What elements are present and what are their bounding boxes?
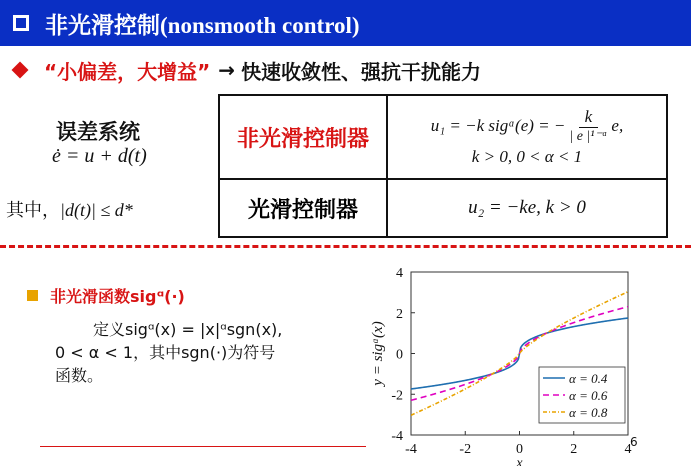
smooth-controller-label: 光滑控制器 [219, 179, 387, 237]
key-benefits: 快速收敛性、强抗干扰能力 [241, 59, 482, 84]
y-tick-label: -2 [391, 388, 403, 404]
y-tick-label: -4 [391, 429, 403, 444]
x-tick-label: -4 [405, 442, 417, 457]
x-axis-label: x [516, 456, 523, 466]
sig-function-chart [368, 262, 668, 466]
x-tick-label: 0 [516, 442, 523, 457]
x-tick-label: -2 [459, 442, 472, 457]
table-row [219, 179, 667, 237]
page-title: 非光滑控制(nonsmooth control) [45, 12, 360, 39]
y-axis-label: y = sigᵅ(x) [370, 321, 386, 386]
y-tick-label: 4 [396, 266, 403, 281]
x-tick-label: 2 [570, 442, 578, 457]
x-tick-label: 4 [624, 442, 632, 457]
underline-rule [40, 446, 366, 447]
nonsmooth-controller-formula: u₁ = −k sigᵅ(e) = − k | e |¹⁻ᵅ e, k > 0, 0 < α < 1 [387, 95, 667, 179]
disturbance-note: 其中，|d(t)| ≤ d* [6, 200, 133, 221]
square-bullet-icon [27, 290, 38, 301]
square-bullet-icon [13, 15, 29, 31]
controller-table [218, 94, 668, 238]
key-point [10, 55, 481, 85]
definition-text: 定义sigᵅ(x) = |x|ᵅsgn(x), 0 < α < 1，其中sgn(·)为符号 函数。 [55, 320, 283, 385]
y-tick-label: 0 [396, 347, 403, 363]
section-heading: 非光滑函数sigᵅ(·) [27, 284, 185, 307]
key-quote: “小偏差，大增益” [44, 59, 211, 84]
error-system-title: 误差系统 [56, 120, 140, 144]
smooth-controller-formula: u₂ = −ke, k > 0 [387, 179, 667, 237]
y-tick-label: 2 [396, 306, 403, 322]
title-bar [0, 0, 691, 46]
legend-label: α = 0.8 [569, 405, 608, 420]
diamond-bullet-icon [12, 62, 29, 79]
legend-label: α = 0.4 [569, 371, 608, 386]
nonsmooth-controller-label: 非光滑控制器 [219, 95, 387, 179]
error-system-equation: ė = u + d(t) [52, 145, 147, 167]
page-number: 6 [630, 435, 638, 449]
table-row [219, 95, 667, 179]
arrow-icon: → [218, 58, 236, 82]
legend-label: α = 0.6 [569, 388, 608, 403]
section-divider [0, 245, 691, 248]
